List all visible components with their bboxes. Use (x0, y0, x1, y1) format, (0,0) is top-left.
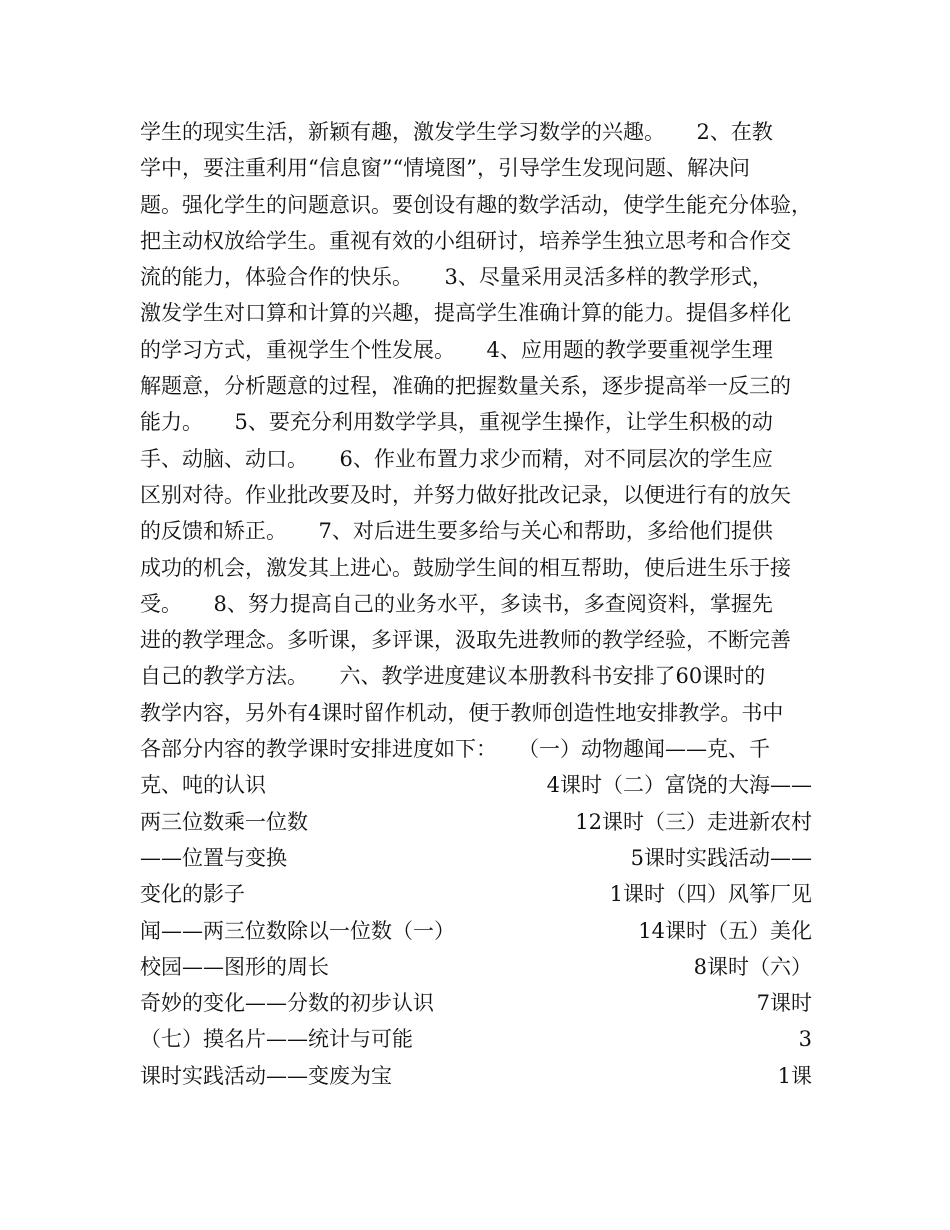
text-line: 各部分内容的教学课时安排进度如下： （一）动物趣闻——克、千 (140, 737, 770, 762)
text-line: 能力。 5、要充分利用数学学具，重视学生操作，让学生积极的动 (140, 410, 773, 435)
schedule-left: 校园——图形的周长 (140, 954, 329, 979)
schedule-line (140, 1021, 812, 1057)
schedule-left: 变化的影子 (140, 882, 245, 907)
text-line: 教学内容，另外有4课时留作机动，便于教师创造性地安排教学。书中 (140, 700, 784, 725)
schedule-right: 12课时（三）走进新农村 (575, 809, 812, 834)
text-line: 受。 8、努力提高自己的业务水平，多读书，多查阅资料，掌握先 (140, 591, 773, 616)
text-line: 自己的教学方法。 六、教学进度建议本册教科书安排了60课时的 (140, 664, 766, 689)
text-line: 的反馈和矫正。 7、对后进生要多给与关心和帮助，多给他们提供 (140, 519, 773, 544)
schedule-left: 课时实践活动——变废为宝 (140, 1063, 392, 1088)
schedule-left: ——位置与变换 (140, 845, 287, 870)
text-line: 把主动权放给学生。重视有效的小组研讨，培养学生独立思考和合作交 (140, 228, 791, 253)
schedule-line (140, 1058, 812, 1094)
text-line: 的学习方式，重视学生个性发展。 4、应用题的教学要重视学生理 (140, 337, 773, 362)
text-line: 手、动脑、动口。 6、作业布置力求少而精，对不同层次的学生应 (140, 446, 773, 471)
text-line: 学生的现实生活，新颖有趣，激发学生学习数学的兴趣。 2、在教 (140, 120, 773, 144)
schedule-line (140, 913, 812, 949)
schedule-left: 奇妙的变化——分数的初步认识 (140, 991, 434, 1016)
text-line: 解题意，分析题意的过程，准确的把握数量关系，逐步提高举一反三的 (140, 374, 791, 399)
schedule-right: 14课时（五）美化 (638, 918, 812, 943)
schedule-line (140, 876, 812, 912)
schedule-right: 5课时实践活动—— (630, 845, 812, 870)
schedule-line (140, 985, 812, 1021)
schedule-left: （七）摸名片——统计与可能 (140, 1027, 413, 1052)
schedule-right: 3 (798, 1027, 812, 1052)
schedule-right: 4课时（二）富饶的大海—— (546, 773, 812, 798)
schedule-line (140, 804, 812, 840)
schedule-right: 1课 (777, 1063, 812, 1088)
schedule-line (140, 767, 812, 803)
text-line: 学中，要注重利用“信息窗”“情境图”，引导学生发现问题、解决问 (140, 156, 750, 181)
schedule-left: 两三位数乘一位数 (140, 809, 308, 834)
schedule-line (140, 949, 812, 985)
schedule-line (140, 840, 812, 876)
schedule-left: 闻——两三位数除以一位数（一） (140, 918, 455, 943)
text-line: 区别对待。作业批改要及时，并努力做好批改记录，以便进行有的放矢 (140, 482, 791, 507)
text-line: 进的教学理念。多听课，多评课，汲取先进教师的教学经验，不断完善 (140, 628, 791, 653)
body-text (140, 114, 812, 1094)
text-line: 流的能力，体验合作的快乐。 3、尽量采用灵活多样的教学形式， (140, 265, 773, 290)
schedule-left: 克、吨的认识 (140, 773, 266, 798)
text-line: 成功的机会，激发其上进心。鼓励学生间的相互帮助，使后进生乐于接 (140, 555, 791, 580)
text-line: 激发学生对口算和计算的兴趣，提高学生准确计算的能力。提倡多样化 (140, 301, 791, 326)
text-line: 题。强化学生的问题意识。要创设有趣的数学活动，使学生能充分体验， (140, 192, 812, 217)
schedule-right: 8课时（六） (693, 954, 812, 979)
schedule-right: 1课时（四）风筝厂见 (609, 882, 812, 907)
schedule-right: 7课时 (756, 991, 812, 1016)
